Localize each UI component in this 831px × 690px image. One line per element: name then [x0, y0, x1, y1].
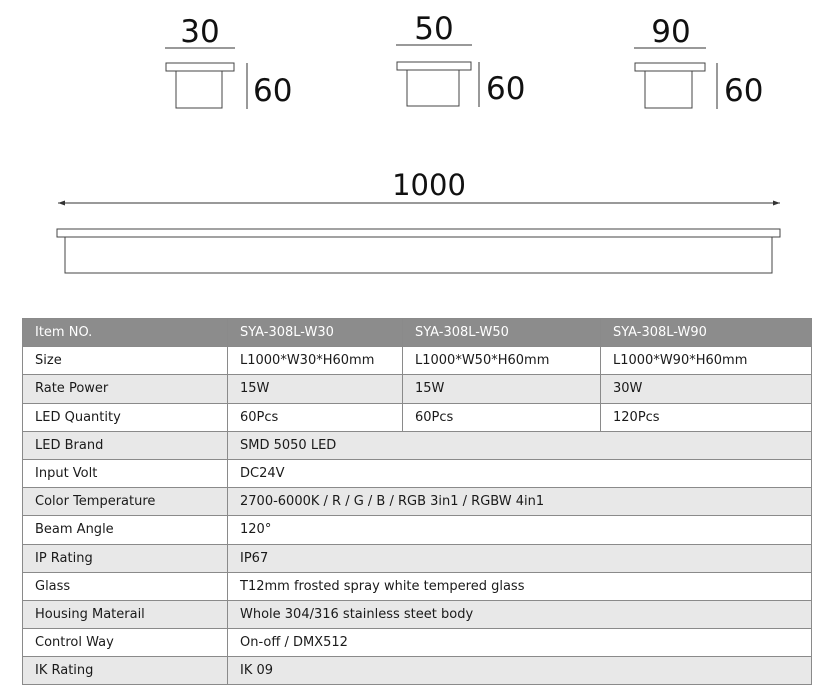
- table-row: [23, 459, 812, 487]
- table-row: [23, 375, 812, 403]
- cell-value: 2700-6000K / R / G / B / RGB 3in1 / RGBW 4in1: [228, 488, 812, 516]
- row-label: Color Temperature: [23, 488, 228, 516]
- cell-value: SMD 5050 LED: [228, 431, 812, 459]
- arrow-right-icon: [773, 201, 780, 206]
- table-row: [23, 488, 812, 516]
- height-dimension-label: 60: [486, 71, 526, 107]
- table-row: [23, 657, 812, 685]
- row-label: Glass: [23, 572, 228, 600]
- height-dimension-label: 60: [253, 73, 293, 109]
- cell-value: L1000*W90*H60mm: [601, 347, 812, 375]
- table-row: [23, 431, 812, 459]
- table-row: [23, 600, 812, 628]
- profile-drawing-w50: [396, 11, 525, 107]
- length-dimension-label: 1000: [392, 168, 466, 202]
- cell-value: T12mm frosted spray white tempered glass: [228, 572, 812, 600]
- row-label: Control Way: [23, 629, 228, 657]
- row-label: IK Rating: [23, 657, 228, 685]
- length-drawing: [57, 168, 780, 273]
- row-label: Rate Power: [23, 375, 228, 403]
- header-cell: SYA-308L-W90: [601, 319, 812, 347]
- spec-table: [22, 318, 812, 685]
- cell-value: 60Pcs: [403, 403, 601, 431]
- header-cell: SYA-308L-W30: [228, 319, 403, 347]
- cell-value: 15W: [228, 375, 403, 403]
- width-dimension-label: 50: [414, 11, 454, 47]
- table-row: [23, 516, 812, 544]
- table-row: [23, 347, 812, 375]
- arrow-left-icon: [58, 201, 65, 206]
- row-label: Size: [23, 347, 228, 375]
- cell-value: L1000*W50*H60mm: [403, 347, 601, 375]
- cell-value: 30W: [601, 375, 812, 403]
- cell-value: 60Pcs: [228, 403, 403, 431]
- cell-value: L1000*W30*H60mm: [228, 347, 403, 375]
- cell-value: 15W: [403, 375, 601, 403]
- dimension-drawings: [0, 0, 831, 300]
- width-dimension-label: 30: [180, 14, 220, 50]
- cell-value: IK 09: [228, 657, 812, 685]
- cell-value: On-off / DMX512: [228, 629, 812, 657]
- cell-value: IP67: [228, 544, 812, 572]
- row-label: Input Volt: [23, 459, 228, 487]
- header-cell: SYA-308L-W50: [403, 319, 601, 347]
- row-label: LED Quantity: [23, 403, 228, 431]
- width-dimension-label: 90: [651, 14, 691, 50]
- header-cell: Item NO.: [23, 319, 228, 347]
- table-row: [23, 572, 812, 600]
- cell-value: DC24V: [228, 459, 812, 487]
- cell-value: 120°: [228, 516, 812, 544]
- height-dimension-label: 60: [724, 73, 764, 109]
- table-row: [23, 629, 812, 657]
- row-label: LED Brand: [23, 431, 228, 459]
- table-header-row: [23, 319, 812, 347]
- profile-drawing-w30: [165, 14, 292, 109]
- profile-drawing-w90: [634, 14, 763, 109]
- cell-value: Whole 304/316 stainless steet body: [228, 600, 812, 628]
- table-row: [23, 544, 812, 572]
- table-row: [23, 403, 812, 431]
- cell-value: 120Pcs: [601, 403, 812, 431]
- row-label: IP Rating: [23, 544, 228, 572]
- row-label: Housing Materail: [23, 600, 228, 628]
- row-label: Beam Angle: [23, 516, 228, 544]
